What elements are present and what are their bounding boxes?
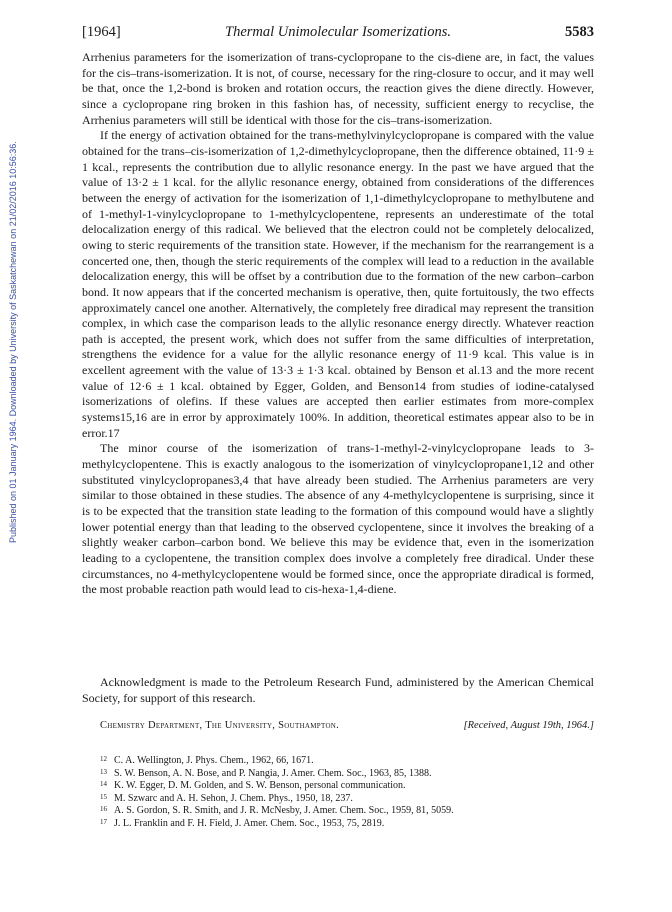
page-number: 5583 [565, 24, 594, 40]
received-date: [Received, August 19th, 1964.] [463, 720, 594, 731]
reference-text: C. A. Wellington, J. Phys. Chem., 1962, 66, 1671. [114, 755, 314, 766]
article-body [82, 50, 594, 598]
paragraph-1: Arrhenius parameters for the isomerization of trans-cyclopropane to the cis-diene are, in fact, the values for the cis–trans-isomerization. It is not, of course, necessary for the ring-closure to occur, and it may well be that, once the 1,2-bond is broken and rotation occurs, the reaction gives the diene directly. However, since a cyclopropane ring broken in this fashion has, of necessity, sufficient energy to recyclise, the Arrhenius parameters will still be identical with those for the cis–trans-isomerization. [82, 50, 594, 127]
reference-number: 17 [100, 817, 107, 826]
reference-item [100, 779, 594, 792]
reference-number: 16 [100, 805, 107, 814]
reference-text: M. Szwarc and A. H. Sehon, J. Chem. Phys., 1950, 18, 237. [114, 792, 353, 804]
reference-item [100, 754, 594, 767]
affiliation-line [100, 720, 594, 736]
acknowledgment [82, 675, 594, 706]
reference-number: 12 [100, 755, 107, 763]
reference-number: 14 [100, 780, 107, 789]
reference-text: A. S. Gordon, S. R. Smith, and J. R. McNesby, J. Amer. Chem. Soc., 1959, 81, 5059. [114, 805, 454, 817]
download-notice: Published on 01 January 1964. Downloaded by University of Saskatchewan on 21/02/2016 10:56:36. [8, 141, 18, 543]
reference-item [100, 804, 594, 817]
reference-number: 15 [100, 792, 107, 801]
running-header [82, 24, 594, 46]
reference-number: 13 [100, 767, 107, 776]
department: Chemistry Department, The University, Southampton. [100, 720, 340, 731]
paragraph-2: If the energy of activation obtained for the trans-methylvinylcyclopropane is compared with the value obtained for the trans–cis-isomerization of 1,2-dimethylcyclopropane, then the difference obtained, 11·9 ± 1 kcal., represents the contribution due to allylic resonance energy. In the past we have argued that the value of 13·2 ± 1 kcal. for the allylic resonance energy, obtained from considerations of the differences between the energy of activation for the isomerization of 1,1-dimethylcyclopropane to methylbutene and of 1-methyl-1-vinylcyclopropane to 1-methylcyclopentene, represents an underestimate of the total delocalization energy of this radical. We believed that the electron could not be completely delocalized, owing to steric requirements of the transition state. However, if the mechanism for the rearrangement is a concerted one, then, though the steric requirements of the complex will lead to a reduction in the available delocalization energy, this will be offset by a contribution due to the formation of the new carbon–carbon bond. It now appears that if the concerted mechanism is operative, then, quite fortuitously, the two effects approximately cancel one another. Alternatively, the completely free diradical may represent the transition complex, in which case the comparison leads to the allylic resonance energy directly. Whatever reaction path is accepted, the present work, which does not suffer from the same difficulties of interpretation, strengthens the evidence for a value for the allylic resonance energy of 11·9 kcal. This value is in excellent agreement with the value of 13·3 ± 1·3 kcal. obtained by Benson et al.13 and the more recent value of 12·6 ± 1 kcal. obtained by Egger, Golden, and Benson14 from studies of iodine-catalysed isomerizations of olefins. If these values are accepted then earlier estimates from more-complex systems15,16 are in error by approximately 100%. In addition, theoretical estimates appear also to be in error.17 [82, 128, 594, 440]
reference-item [100, 767, 594, 780]
acknowledgment-text: Acknowledgment is made to the Petroleum Research Fund, administered by the American Chemical Society, for support of this research. [82, 675, 594, 705]
reference-text: J. L. Franklin and F. H. Field, J. Amer. Chem. Soc., 1953, 75, 2819. [114, 817, 385, 829]
header-year: [1964] [82, 24, 121, 40]
reference-list [100, 754, 594, 830]
reference-item [100, 792, 594, 805]
reference-text: K. W. Egger, D. M. Golden, and S. W. Benson, personal communication. [114, 780, 406, 792]
header-title: Thermal Unimolecular Isomerizations. [225, 24, 451, 40]
reference-text: S. W. Benson, A. N. Bose, and P. Nangia, J. Amer. Chem. Soc., 1963, 85, 1388. [114, 767, 432, 779]
reference-item [100, 817, 594, 830]
paragraph-3: The minor course of the isomerization of trans-1-methyl-2-vinylcyclopropane leads to 3-methylcyclopentene. This is exactly analogous to the isomerization of vinylcyclopropane1,12 and other substituted vinylcyclopropanes3,4 that have already been studied. The Arrhenius parameters are very similar to those obtained in these studies. The absence of any 4-methylcyclopentene is surprising, since it is to be expected that the transition state leading to the formation of this compound would have a slightly lower potential energy than that leading to the observed cyclopentene, since it involves the breaking of a slightly weaker carbon–carbon bond. We believe this may be evidence that, even in the isomerization leading to a cyclopentene, the transition complex does involve a completely free diradical. Under these circumstances, no 4-methylcyclopentene would be formed since, once the appropriate diradical is formed, the most probable reaction path would lead to cis-hexa-1,4-diene. [82, 441, 594, 597]
